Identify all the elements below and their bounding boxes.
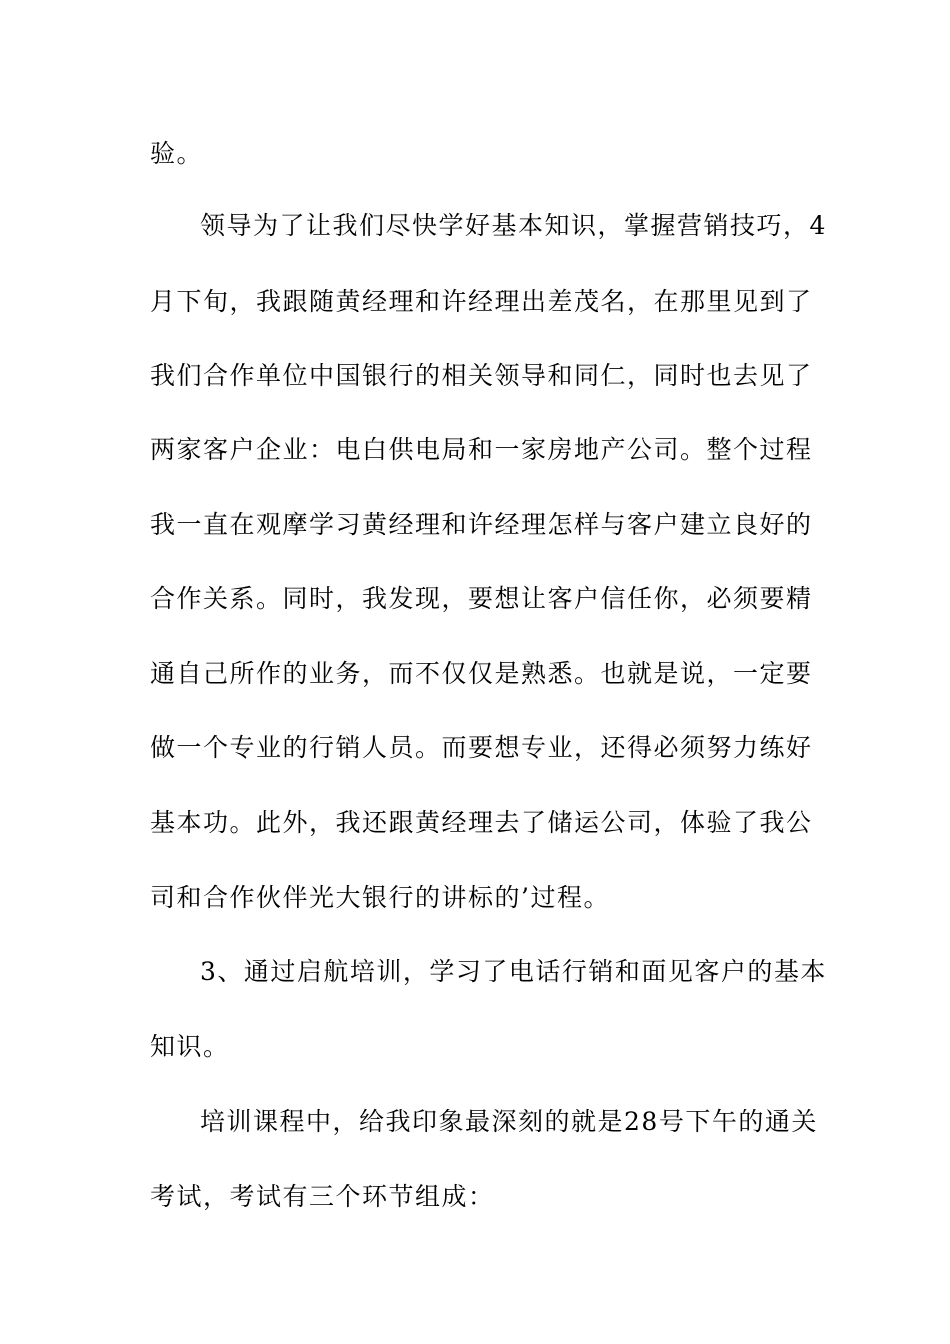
text-line: 司和合作伙伴光大银行的讲标的’过程。	[150, 883, 610, 912]
text-line: 我们合作单位中国银行的相关领导和同仁，同时也去见了	[150, 361, 813, 390]
paragraph-first-line: 培训课程中，给我印象最深刻的就是28号下午的通关	[200, 1107, 818, 1136]
text-line: 两家客户企业：电白供电局和一家房地产公司。整个过程	[150, 435, 813, 464]
text-line: 验。	[150, 139, 204, 168]
paragraph-first-line: 3、通过启航培训，学习了电话行销和面见客户的基本	[200, 957, 827, 986]
text-line: 做一个专业的行销人员。而要想专业，还得必须努力练好	[150, 733, 813, 762]
text-line: 合作关系。同时，我发现，要想让客户信任你，必须要精	[150, 584, 813, 613]
text-line: 知识。	[150, 1032, 230, 1061]
text-line: 基本功。此外，我还跟黄经理去了储运公司，体验了我公	[150, 808, 813, 837]
text-line: 我一直在观摩学习黄经理和许经理怎样与客户建立良好的	[150, 510, 813, 539]
text-line: 月下旬，我跟随黄经理和许经理出差茂名，在那里见到了	[150, 287, 813, 316]
paragraph-first-line: 领导为了让我们尽快学好基本知识，掌握营销技巧，4	[200, 211, 827, 240]
text-line: 考试，考试有三个环节组成：	[150, 1182, 495, 1211]
text-line: 通自己所作的业务，而不仅仅是熟悉。也就是说，一定要	[150, 659, 813, 688]
